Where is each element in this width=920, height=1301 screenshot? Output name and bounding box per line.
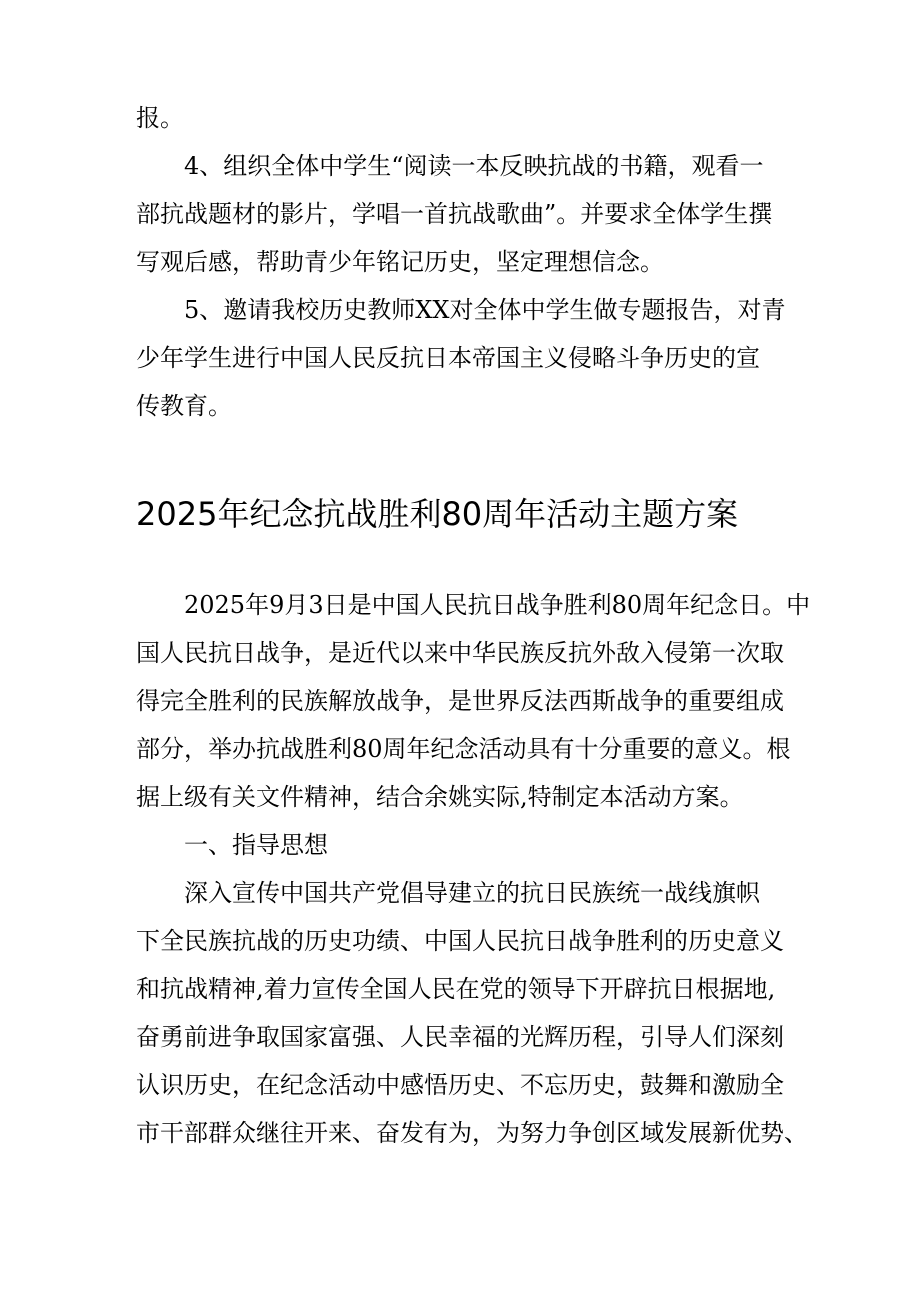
paragraph-line: 国人民抗日战争，是近代以来中华民族反抗外敌入侵第一次取 <box>136 639 784 667</box>
paragraph-line: 深入宣传中国共产党倡导建立的抗日民族统一战线旗帜 <box>184 879 760 907</box>
paragraph-line: 和抗战精神,着力宣传全国人民在党的领导下开辟抗日根据地, <box>136 975 776 1003</box>
paragraph-line: 得完全胜利的民族解放战争，是世界反法西斯战争的重要组成 <box>136 687 784 715</box>
section-heading: 一、指导思想 <box>184 831 328 859</box>
paragraph-line: 传教育。 <box>136 392 232 420</box>
paragraph-line: 报。 <box>136 104 184 132</box>
paragraph-line: 2025年9月3日是中国人民抗日战争胜利80周年纪念日。中 <box>184 591 811 619</box>
paragraph-line: 4、组织全体中学生“阅读一本反映抗战的书籍，观看一 <box>184 152 764 180</box>
document-title: 2025年纪念抗战胜利80周年活动主题方案 <box>136 495 739 533</box>
paragraph-line: 少年学生进行中国人民反抗日本帝国主义侵略斗争历史的宣 <box>136 344 760 372</box>
paragraph-line: 5、邀请我校历史教师XX对全体中学生做专题报告，对青 <box>184 296 786 324</box>
paragraph-line: 下全民族抗战的历史功绩、中国人民抗日战争胜利的历史意义 <box>136 927 784 955</box>
paragraph-line: 据上级有关文件精神，结合余姚实际,特制定本活动方案。 <box>136 783 744 811</box>
paragraph-line: 市干部群众继往开来、奋发有为，为努力争创区域发展新优势、 <box>136 1119 808 1147</box>
paragraph-line: 部分，举办抗战胜利80周年纪念活动具有十分重要的意义。根 <box>136 735 791 763</box>
paragraph-line: 写观后感，帮助青少年铭记历史，坚定理想信念。 <box>136 248 664 276</box>
paragraph-line: 认识历史，在纪念活动中感悟历史、不忘历史，鼓舞和激励全 <box>136 1071 784 1099</box>
paragraph-line: 奋勇前进争取国家富强、人民幸福的光辉历程，引导人们深刻 <box>136 1023 784 1051</box>
paragraph-line: 部抗战题材的影片，学唱一首抗战歌曲”。并要求全体学生撰 <box>136 200 773 228</box>
